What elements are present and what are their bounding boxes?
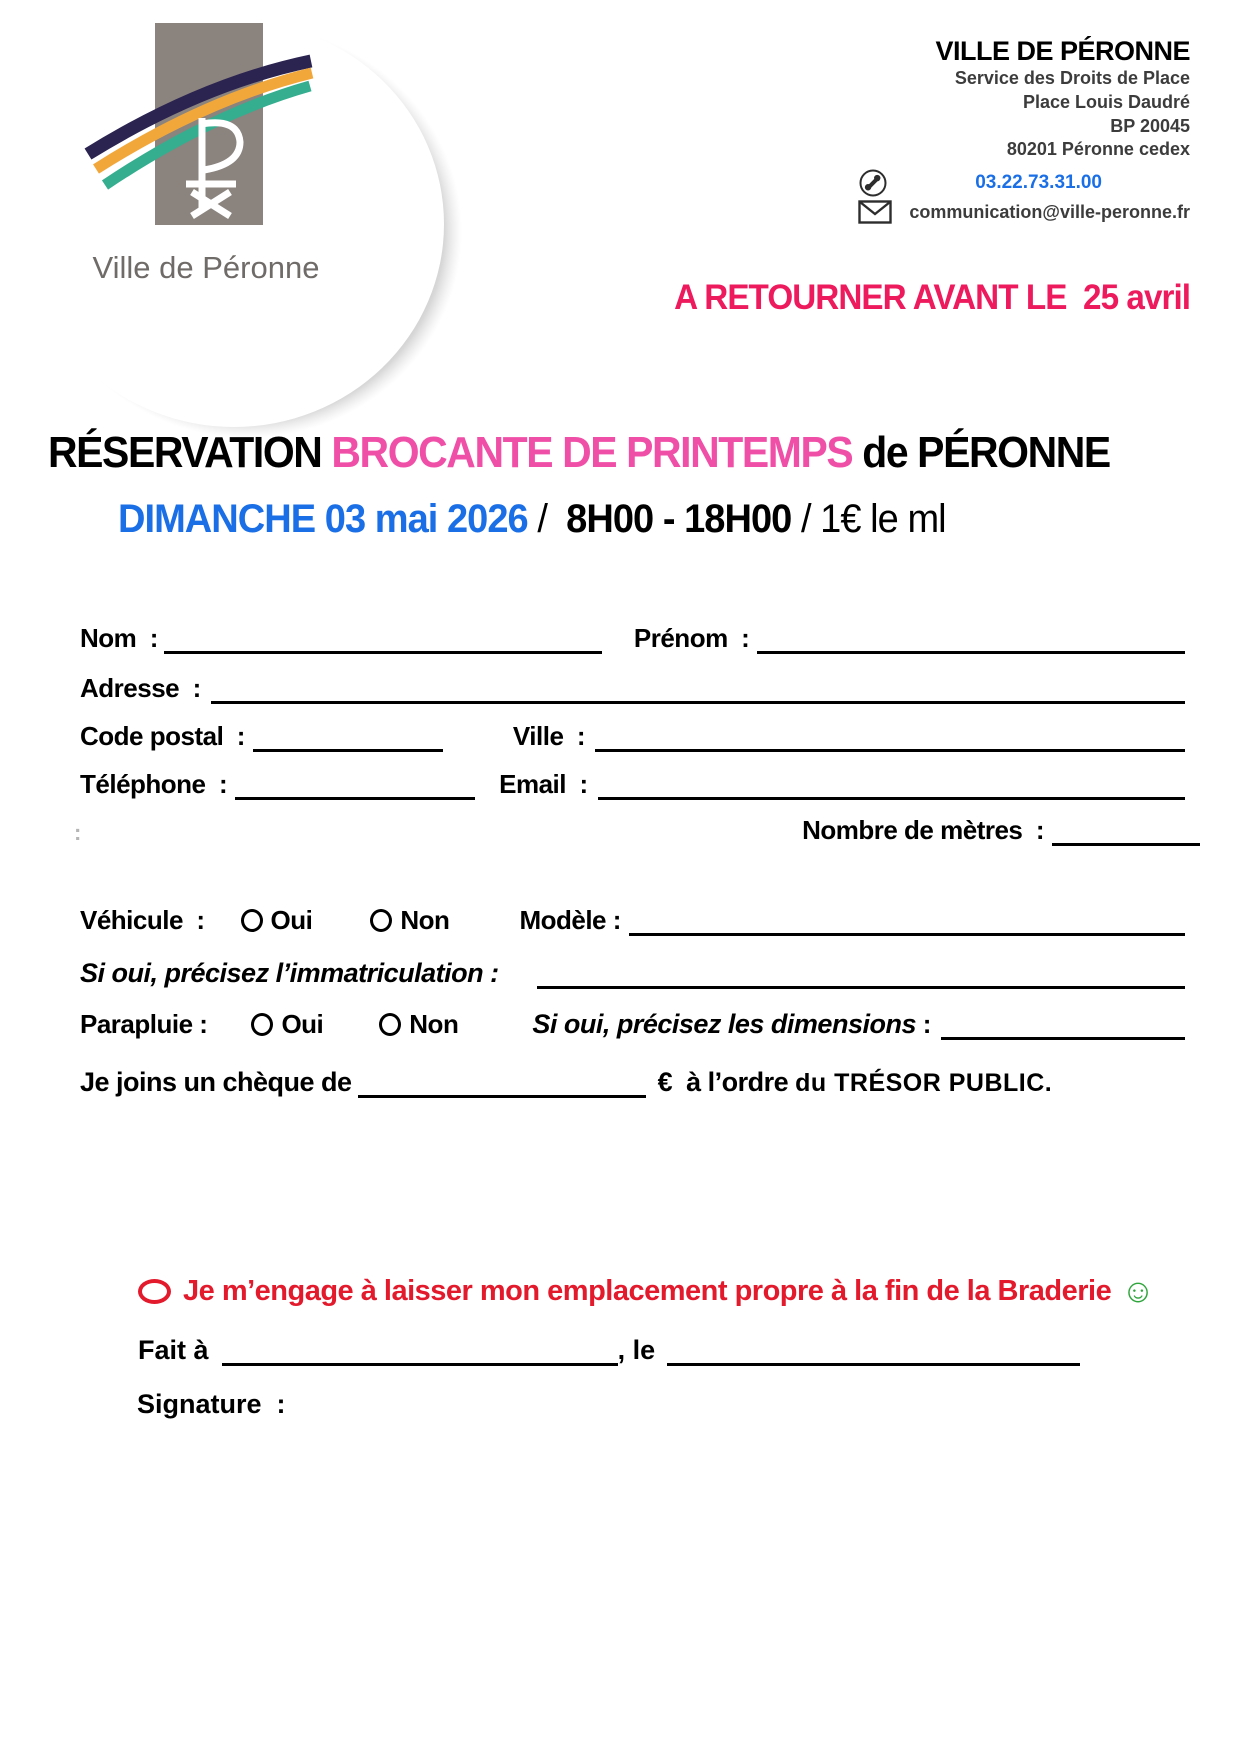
event-subtitle <box>118 497 946 542</box>
modele-label: Modèle : <box>519 905 621 935</box>
prenom-label: Prénom : <box>633 623 750 653</box>
address-line-1: Place Louis Daudré <box>1022 91 1190 112</box>
immatriculation-label: Si oui, précisez l’immatriculation : <box>80 958 499 988</box>
dimensions-label: Si oui, précisez les dimensions <box>532 1009 916 1039</box>
modele-field-line[interactable] <box>629 902 1185 936</box>
envelope-icon <box>858 200 892 224</box>
telephone-label: Téléphone : <box>80 769 228 799</box>
nom-label: Nom : <box>80 623 158 653</box>
tresor-public-label: du TRÉSOR PUBLIC. <box>795 1069 1053 1097</box>
row-nom-prenom <box>80 622 1185 654</box>
address-line-3: 80201 Péronne cedex <box>1006 139 1190 160</box>
parapluie-non-label: Non <box>409 1009 459 1039</box>
email-row <box>770 200 1190 224</box>
fait-a-field-line[interactable] <box>222 1332 618 1366</box>
dimensions-colon: : <box>915 1009 931 1039</box>
event-price: 1€ le ml <box>820 497 946 541</box>
row-parapluie <box>80 1006 1185 1040</box>
logo-graphic <box>6 6 466 438</box>
email-address: communication@ville-peronne.fr <box>909 201 1190 222</box>
address-line-2: BP 20045 <box>1110 115 1190 136</box>
phone-circle-icon <box>858 168 888 198</box>
return-deadline-notice: A RETOURNER AVANT LE 25 avril <box>674 278 1190 317</box>
adresse-label: Adresse : <box>80 673 201 703</box>
row-vehicule <box>80 902 1185 936</box>
prenom-field-line[interactable] <box>757 622 1185 654</box>
signature-label: Signature : <box>137 1389 286 1419</box>
title-brocante: BROCANTE DE PRINTEMPS <box>331 428 853 477</box>
email-field-line[interactable] <box>598 768 1185 800</box>
pledge-text: Je m’engage à laisser mon emplacement propre à la fin de la Braderie <box>183 1274 1112 1307</box>
parapluie-non-radio[interactable] <box>379 1013 401 1036</box>
le-field-line[interactable] <box>667 1332 1080 1366</box>
immatriculation-field-line[interactable] <box>537 955 1185 989</box>
adresse-field-line[interactable] <box>211 672 1185 704</box>
cheque-amount-field-line[interactable] <box>358 1062 646 1098</box>
title-reservation: RÉSERVATION <box>48 428 332 477</box>
page-title <box>48 428 1110 478</box>
row-signature <box>137 1386 1185 1420</box>
parapluie-label: Parapluie : <box>80 1009 208 1039</box>
row-nombre-metres <box>74 814 1200 846</box>
pledge-radio[interactable] <box>138 1279 171 1304</box>
ville-label: Ville : <box>512 721 586 751</box>
ville-de-peronne-logo <box>6 6 466 438</box>
pledge-row <box>138 1272 1155 1310</box>
vehicule-label: Véhicule : <box>80 905 205 935</box>
parapluie-oui-radio[interactable] <box>251 1013 273 1036</box>
org-name: VILLE DE PÉRONNE <box>935 36 1190 66</box>
service-name: Service des Droits de Place <box>954 68 1190 88</box>
telephone-field-line[interactable] <box>235 768 475 800</box>
nombre-metres-label: Nombre de mètres : <box>802 815 1044 845</box>
event-date: DIMANCHE 03 mai 2026 <box>118 497 528 541</box>
phone-number: 03.22.73.31.00 <box>975 172 1102 193</box>
cheque-label: Je joins un chèque de <box>80 1067 352 1097</box>
event-hours: 8H00 - 18H00 <box>566 497 792 541</box>
row-codepostal-ville <box>80 720 1185 752</box>
le-label: , le <box>617 1335 663 1365</box>
phone-row <box>770 168 1190 198</box>
vehicule-oui-label: Oui <box>270 905 313 935</box>
code-postal-field-line[interactable] <box>253 720 443 752</box>
parapluie-oui-label: Oui <box>281 1009 324 1039</box>
vehicule-oui-radio[interactable] <box>241 909 263 932</box>
row-telephone-email <box>80 768 1185 800</box>
header-contact-block <box>770 36 1190 224</box>
row-fait-le <box>138 1332 1080 1366</box>
fait-a-label: Fait à <box>138 1335 217 1365</box>
dimensions-field-line[interactable] <box>941 1006 1185 1040</box>
row-cheque <box>80 1062 1185 1098</box>
cheque-order-label: € à l’ordre <box>657 1067 796 1097</box>
code-postal-label: Code postal : <box>80 721 245 751</box>
vehicule-non-label: Non <box>400 905 450 935</box>
vehicule-non-radio[interactable] <box>370 909 392 932</box>
nom-field-line[interactable] <box>164 622 602 654</box>
nombre-metres-field-line[interactable] <box>1052 814 1200 846</box>
stray-colon: : <box>74 820 82 845</box>
email-label: Email : <box>499 769 588 799</box>
row-adresse <box>80 672 1185 704</box>
subtitle-separator-2: / <box>791 497 821 541</box>
row-immatriculation <box>80 955 1185 989</box>
title-peronne: de PÉRONNE <box>852 428 1110 477</box>
logo-wordmark: Ville de Péronne <box>92 250 320 285</box>
ville-field-line[interactable] <box>595 720 1185 752</box>
subtitle-separator-1: / <box>527 497 567 541</box>
smiley-icon: ☺ <box>1121 1272 1155 1309</box>
